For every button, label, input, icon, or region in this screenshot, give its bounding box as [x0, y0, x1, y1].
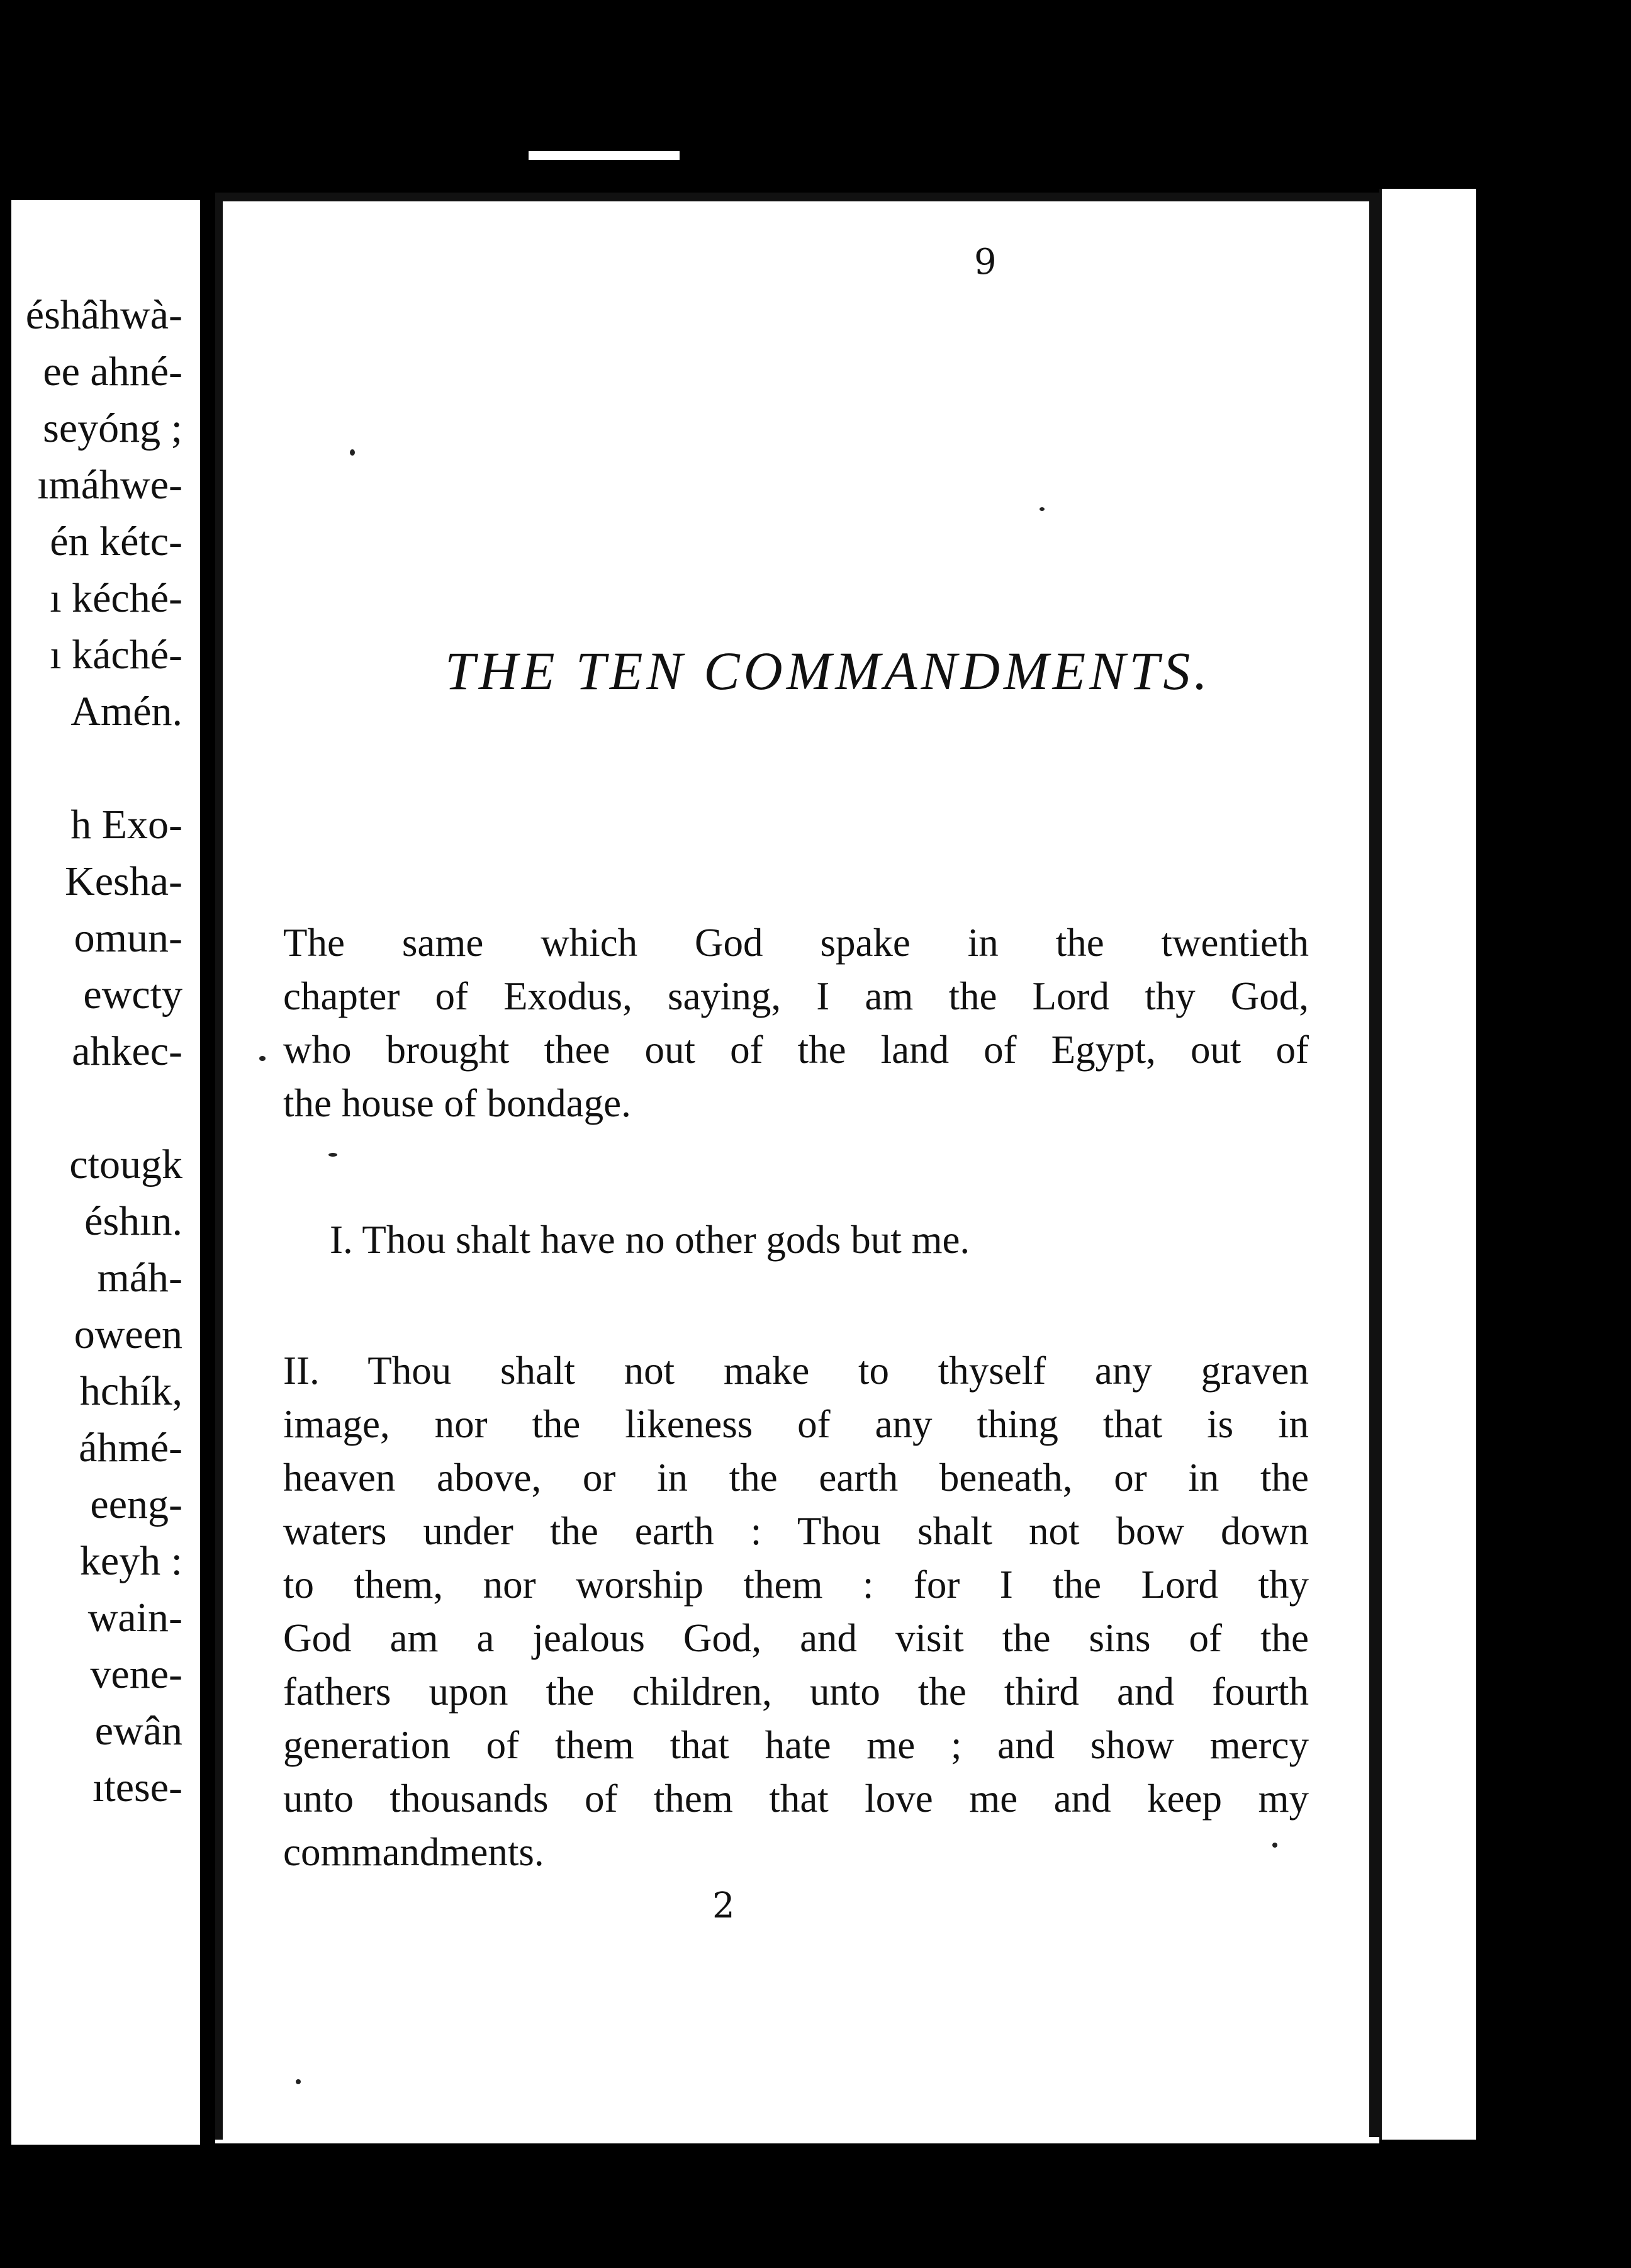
left-page-line: ewân: [94, 1708, 182, 1754]
left-page-line: wain-: [87, 1595, 182, 1641]
ink-speck: [350, 449, 355, 456]
left-page-line: áhmé-: [79, 1425, 182, 1471]
left-page-line: hchík,: [79, 1368, 182, 1414]
commandment-2-line: fathers upon the children, unto the third and fourth: [283, 1670, 1309, 1714]
commandment-2-line: unto thousands of them that love me and keep my: [283, 1777, 1309, 1821]
commandment-2: [283, 1344, 1309, 1879]
commandment-2-line: image, nor the likeness of any thing that is in: [283, 1402, 1309, 1446]
left-page-line: én kétc-: [50, 519, 182, 564]
page-number: 9: [974, 242, 997, 283]
ink-speck: [1040, 507, 1045, 511]
commandment-1: [330, 1213, 1311, 1267]
page-top-edge: [215, 193, 1379, 201]
commandment-2-line: generation of them that hate me ; and show mercy: [283, 1723, 1309, 1767]
left-page-line: ı kéché-: [50, 575, 182, 621]
book-gutter: [200, 201, 215, 2146]
left-page-line: oween: [74, 1311, 182, 1357]
left-page-line: ıtese-: [92, 1765, 182, 1810]
ink-speck: [296, 2079, 301, 2084]
left-page-line: ı káché-: [50, 632, 182, 678]
commandment-2-line: II. Thou shalt not make to thyself any graven: [283, 1349, 1309, 1393]
page-title: THE TEN COMMANDMENTS.: [445, 641, 1211, 701]
right-page-strip: [1382, 189, 1476, 2140]
top-page-sliver: [529, 151, 680, 160]
left-page-line: h Exo-: [70, 802, 182, 848]
book-page: [215, 193, 1379, 2143]
left-page-line: eeng-: [90, 1481, 182, 1527]
signature-mark: 2: [712, 1885, 735, 1926]
left-page-line: éshâhwà-: [25, 292, 182, 338]
left-page-line: seyóng ;: [43, 405, 182, 451]
ink-speck: [328, 1153, 337, 1157]
commandment-2-line: God am a jealous God, and visit the sins of the: [283, 1616, 1309, 1660]
commandment-2-line: heaven above, or in the earth beneath, or in the: [283, 1456, 1309, 1500]
ink-speck: [259, 1056, 266, 1061]
intro-line: The same which God spake in the twentieth: [283, 921, 1309, 965]
left-page-line: éshın.: [84, 1198, 182, 1244]
ink-speck: [1272, 1843, 1277, 1848]
left-page-line: omun-: [74, 915, 182, 961]
commandment-1-text: I. Thou shalt have no other gods but me.: [330, 1218, 970, 1262]
left-page-line: máh-: [97, 1255, 182, 1301]
commandment-2-line: to them, nor worship them : for I the Lord thy: [283, 1563, 1309, 1607]
intro-line: who brought thee out of the land of Egypt, out of: [283, 1028, 1309, 1072]
left-page-fragment: [11, 200, 200, 2145]
commandment-2-line: waters under the earth : Thou shalt not bow down: [283, 1509, 1309, 1553]
intro-line: chapter of Exodus, saying, I am the Lord thy God,: [283, 974, 1309, 1018]
left-page-line: Amén.: [70, 688, 182, 734]
left-page-line: ewcty: [83, 972, 182, 1018]
page-left-edge: [215, 201, 223, 2140]
left-page-line: ee ahné-: [43, 349, 182, 395]
intro-paragraph: [283, 916, 1309, 1130]
left-page-line: ctougk: [69, 1142, 182, 1187]
left-page-line: ımáhwe-: [37, 462, 182, 508]
left-page-line: vene-: [90, 1651, 182, 1697]
commandment-2-line: commandments.: [283, 1830, 544, 1874]
page-right-edge: [1369, 199, 1379, 2137]
left-page-line: ahkec-: [72, 1028, 182, 1074]
intro-line: the house of bondage.: [283, 1081, 631, 1125]
left-page-line: keyh :: [79, 1538, 182, 1584]
left-page-line: Kesha-: [65, 858, 182, 904]
